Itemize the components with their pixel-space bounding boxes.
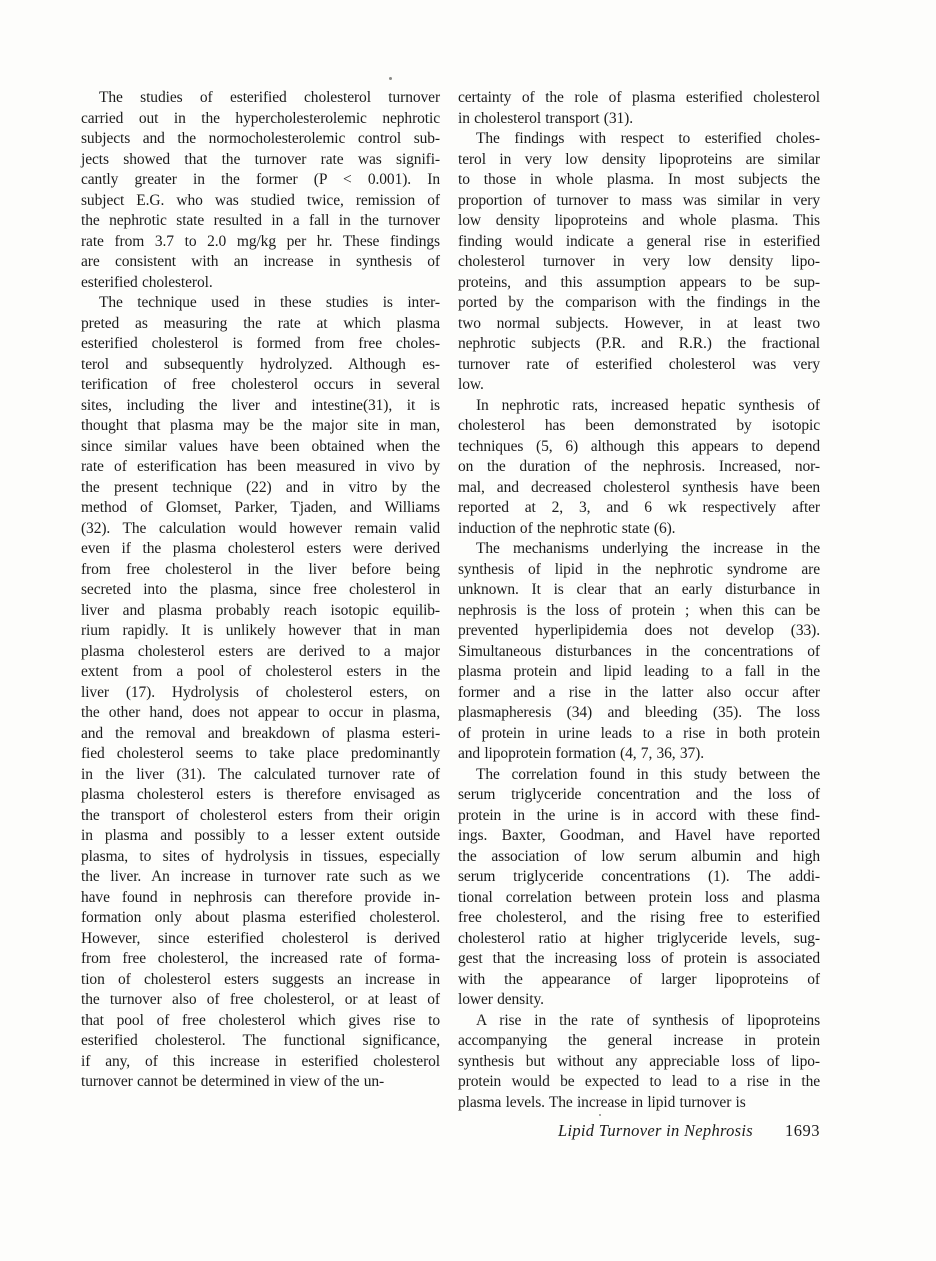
paragraph [458, 129, 820, 396]
text-line: serum triglyceride concentration and the loss of [458, 786, 820, 803]
text-line: cholesterol ratio at higher triglyceride levels, sug- [458, 929, 820, 947]
text-line: fied cholesterol seems to take place predominantly [81, 745, 440, 762]
text-line: terol and subsequently hydrolyzed. Although es- [81, 355, 440, 373]
text-line: preted as measuring the rate at which plasma [81, 314, 440, 332]
text-line: and the removal and breakdown of plasma esteri- [81, 724, 440, 742]
text-line: protein in the urine is in accord with these find- [458, 806, 820, 824]
text-line: cantly greater in the former (P < 0.001). In [81, 171, 440, 188]
text-line: since similar values have been obtained when the [81, 437, 440, 455]
text-line: free cholesterol, and the rising free to esterified [458, 909, 820, 926]
text-line: proteins, and this assumption appears to be sup- [458, 273, 820, 291]
text-line: two normal subjects. However, in at least two [458, 314, 820, 332]
text-line: method of Glomset, Parker, Tjaden, and Williams [81, 499, 440, 516]
text-line: extent from a pool of cholesterol esters in the [81, 663, 440, 680]
text-line: to those in whole plasma. In most subjects the [458, 171, 820, 188]
text-line: subjects and the normocholesterolemic control sub- [81, 130, 440, 147]
text-line: have found in nephrosis can therefore provide in- [81, 888, 440, 906]
text-line: the present technique (22) and in vitro by the [81, 478, 440, 496]
text-line: lower density. [458, 991, 544, 1008]
text-line: formation only about plasma esterified cholesterol. [81, 909, 440, 926]
text-line: cholesterol turnover in very low density lipo- [458, 253, 820, 270]
paragraph [458, 1011, 820, 1114]
text-line: turnover rate of esterified cholesterol was very [458, 355, 820, 373]
text-line: that pool of free cholesterol which gives rise to [81, 1011, 440, 1029]
text-line: synthesis of lipid in the nephrotic syndrome are [458, 560, 820, 578]
text-line: serum triglyceride concentrations (1). The addi- [458, 868, 820, 885]
text-line: secreted into the plasma, since free cholesterol in [81, 581, 440, 598]
text-line: prevented hyperlipidemia does not develop (33). [458, 622, 820, 639]
text-line: nephrosis is the loss of protein ; when this can be [458, 601, 820, 619]
text-line: plasma protein and lipid leading to a fall in the [458, 663, 820, 680]
text-line: In nephrotic rats, increased hepatic synthesis of [476, 396, 820, 414]
text-line: tional correlation between protein loss and plasma [458, 888, 820, 906]
text-line: plasma levels. The increase in lipid turnover is [458, 1093, 746, 1111]
paragraph [458, 396, 820, 540]
text-line: ings. Baxter, Goodman, and Havel have reported [458, 827, 820, 844]
text-line: even if the plasma cholesterol esters were derived [81, 540, 440, 557]
text-line: and lipoprotein formation (4, 7, 36, 37). [458, 745, 704, 762]
text-line: the other hand, does not appear to occur in plasma, [81, 704, 440, 721]
text-line: terification of free cholesterol occurs in several [81, 376, 440, 393]
text-line: with the appearance of larger lipoproteins of [458, 970, 820, 988]
text-line: from free cholesterol in the liver before being [81, 560, 440, 578]
paragraph [458, 539, 820, 765]
text-line: protein would be expected to lead to a rise in the [458, 1073, 820, 1090]
text-line: Simultaneous disturbances in the concentrations of [458, 642, 820, 660]
text-line: are consistent with an increase in synthesis of [81, 253, 440, 270]
text-line: in plasma and possibly to a lesser extent outside [81, 827, 440, 844]
text-line: esterified cholesterol. [81, 273, 213, 291]
text-line: of protein in urine leads to a rise in both protein [458, 724, 820, 742]
text-line: ported by the comparison with the findings in the [458, 294, 820, 311]
page-number: 1693 [785, 1121, 820, 1140]
text-line: jects showed that the turnover rate was signifi- [81, 150, 440, 168]
text-line: mal, and decreased cholesterol synthesis have been [458, 478, 820, 496]
text-line: the association of low serum albumin and high [458, 847, 820, 865]
text-line: finding would indicate a general rise in esterified [458, 232, 820, 250]
text-line: plasma cholesterol esters is therefore envisaged as [81, 786, 440, 803]
text-line: liver (17). Hydrolysis of cholesterol esters, on [81, 683, 440, 701]
text-line: subject E.G. who was studied twice, remission of [81, 191, 440, 209]
text-line: turnover cannot be determined in view of the un- [81, 1073, 385, 1090]
text-line: on the duration of the nephrosis. Increased, nor- [458, 458, 820, 475]
text-line: terol in very low density lipoproteins are similar [458, 150, 820, 168]
left-text-column [81, 88, 440, 1093]
text-line: unknown. It is clear that an early disturbance in [458, 581, 820, 598]
text-line: techniques (5, 6) although this appears to depend [458, 437, 820, 455]
text-line: The correlation found in this study between the [476, 765, 820, 783]
scan-speck [599, 1114, 601, 1116]
text-line: nephrotic subjects (P.R. and R.R.) the fractional [458, 335, 820, 352]
text-line: plasma, to sites of hydrolysis in tissues, especially [81, 847, 440, 865]
text-line: reported at 2, 3, and 6 wk respectively after [458, 499, 820, 516]
text-line: in the liver (31). The calculated turnover rate of [81, 765, 440, 783]
text-line: the liver. An increase in turnover rate such as we [81, 868, 440, 885]
text-line: The technique used in these studies is inter- [99, 294, 440, 311]
paragraph [81, 293, 440, 1093]
text-line: carried out in the hypercholesterolemic nephrotic [81, 109, 440, 127]
text-line: rium rapidly. It is unlikely however that in man [81, 622, 440, 639]
paragraph [458, 88, 820, 129]
page-footer [458, 1121, 820, 1141]
text-line: The mechanisms underlying the increase in the [476, 540, 820, 557]
text-line: from free cholesterol, the increased rate of forma- [81, 950, 440, 967]
text-line: However, since esterified cholesterol is derived [81, 929, 440, 947]
text-line: rate from 3.7 to 2.0 mg/kg per hr. These findings [81, 232, 440, 250]
text-line: plasmapheresis (34) and bleeding (35). The loss [458, 704, 820, 721]
text-line: rate of esterification has been measured in vivo by [81, 458, 440, 475]
text-line: accompanying the general increase in protein [458, 1032, 820, 1049]
scan-speck [389, 77, 392, 80]
text-line: induction of the nephrotic state (6). [458, 519, 676, 537]
text-line: former and a rise in the latter also occur after [458, 683, 820, 701]
text-line: if any, of this increase in esterified cholesterol [81, 1052, 440, 1070]
right-text-column [458, 88, 820, 1113]
text-line: plasma cholesterol esters are derived to a major [81, 642, 440, 660]
text-line: the transport of cholesterol esters from their origin [81, 806, 440, 824]
text-line: gest that the increasing loss of protein is associated [458, 950, 820, 967]
text-line: thought that plasma may be the major site in man, [81, 417, 440, 434]
text-line: synthesis but without any appreciable loss of lipo- [458, 1052, 820, 1070]
text-line: low. [458, 376, 484, 393]
text-line: the turnover also of free cholesterol, or at least of [81, 991, 440, 1008]
text-line: the nephrotic state resulted in a fall in the turnover [81, 212, 440, 229]
text-line: low density lipoproteins and whole plasma. This [458, 212, 820, 229]
text-line: liver and plasma probably reach isotopic equilib- [81, 601, 440, 619]
paragraph [458, 765, 820, 1011]
text-line: tion of cholesterol esters suggests an increase in [81, 970, 440, 988]
paragraph [81, 88, 440, 293]
text-line: (32). The calculation would however remain valid [81, 519, 440, 537]
text-line: in cholesterol transport (31). [458, 109, 633, 127]
text-line: certainty of the role of plasma esterified cholesterol [458, 89, 820, 106]
text-line: The findings with respect to esterified choles- [476, 130, 820, 147]
text-line: esterified cholesterol is formed from free choles- [81, 335, 440, 352]
text-line: sites, including the liver and intestine(31), it is [81, 396, 440, 414]
text-line: cholesterol has been demonstrated by isotopic [458, 417, 820, 434]
text-line: proportion of turnover to mass was similar in very [458, 191, 820, 209]
text-line: A rise in the rate of synthesis of lipoproteins [476, 1011, 820, 1029]
text-line: esterified cholesterol. The functional significance, [81, 1032, 440, 1049]
running-title: Lipid Turnover in Nephrosis [558, 1121, 753, 1140]
text-line: The studies of esterified cholesterol turnover [99, 89, 440, 106]
